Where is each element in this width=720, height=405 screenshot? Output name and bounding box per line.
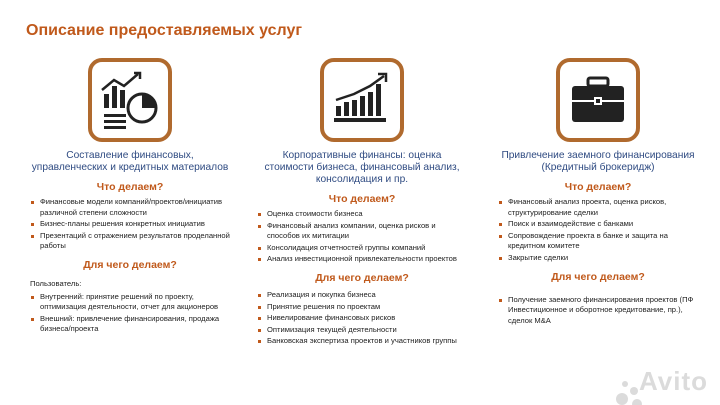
why-intro: Пользователь: xyxy=(30,278,82,288)
list-item: Бизнес-планы решения конкретных инициатив xyxy=(30,219,230,230)
why-list xyxy=(30,292,230,335)
list-item: Консолидация отчетностей группы компаний xyxy=(257,243,467,254)
page-title: Описание предоставляемых услуг xyxy=(26,22,303,39)
list-item: Сопровождение проекта в банке и защита на кредитном комитете xyxy=(498,231,698,252)
list-item: Анализ инвестиционной привлекательности проектов xyxy=(257,254,467,265)
list-item: Реализация и покупка бизнеса xyxy=(257,290,467,301)
service-column-corporate-finance xyxy=(257,58,467,348)
column-title: Привлечение заемного финансирования (Кредитный брокеридж) xyxy=(501,150,695,173)
list-item: Получение заемного финансирования проектов (ПФ Инвестиционное и оборотное кредитование, пр.), сделок M&A xyxy=(498,295,698,327)
what-list xyxy=(498,197,698,264)
what-list xyxy=(30,197,230,252)
why-heading: Для чего делаем? xyxy=(551,270,645,283)
list-item: Финансовый анализ компании, оценка рисков и способов их митигации xyxy=(257,221,467,242)
why-list xyxy=(257,290,467,347)
list-item: Оптимизация текущей деятельности xyxy=(257,325,467,336)
column-title: Корпоративные финансы: оценка стоимости бизнеса, финансовый анализ, консолидация и пр. xyxy=(264,150,460,185)
list-item: Внутренний: принятие решений по проекту, оптимизация деятельности, отчет для акционеров xyxy=(30,292,230,313)
list-item: Нивелирование финансовых рисков xyxy=(257,313,467,324)
list-item: Финансовый анализ проекта, оценка рисков, структурирование сделки xyxy=(498,197,698,218)
list-item: Поиск и взаимодействие с банками xyxy=(498,219,698,230)
list-item: Закрытие сделки xyxy=(498,253,698,264)
what-heading: Что делаем? xyxy=(96,181,164,193)
why-list xyxy=(498,295,698,327)
what-heading: Что делаем? xyxy=(564,181,632,193)
list-item: Презентаций с отражением результатов проделанной работы xyxy=(30,231,230,252)
what-list xyxy=(257,209,467,265)
why-heading: Для чего делаем? xyxy=(83,258,177,271)
growth-chart-icon xyxy=(320,58,404,142)
watermark: Avito xyxy=(638,366,708,396)
list-item: Принятие решения по проектам xyxy=(257,302,467,313)
briefcase-icon xyxy=(556,58,640,142)
list-item: Финансовые модели компаний/проектов/инициатив различной степени сложности xyxy=(30,197,230,218)
list-item: Банковская экспертиза проектов и участников группы xyxy=(257,336,467,347)
financial-reports-icon xyxy=(88,58,172,142)
list-item: Внешний: привлечение финансирования, продажа бизнеса/проекта xyxy=(30,314,230,335)
service-column-financial-materials xyxy=(30,58,230,336)
what-heading: Что делаем? xyxy=(328,193,396,205)
list-item: Оценка стоимости бизнеса xyxy=(257,209,467,220)
service-column-debt-financing xyxy=(498,58,698,327)
column-title: Составление финансовых, управленческих и кредитных материалов xyxy=(31,150,229,173)
why-heading: Для чего делаем? xyxy=(315,271,409,284)
